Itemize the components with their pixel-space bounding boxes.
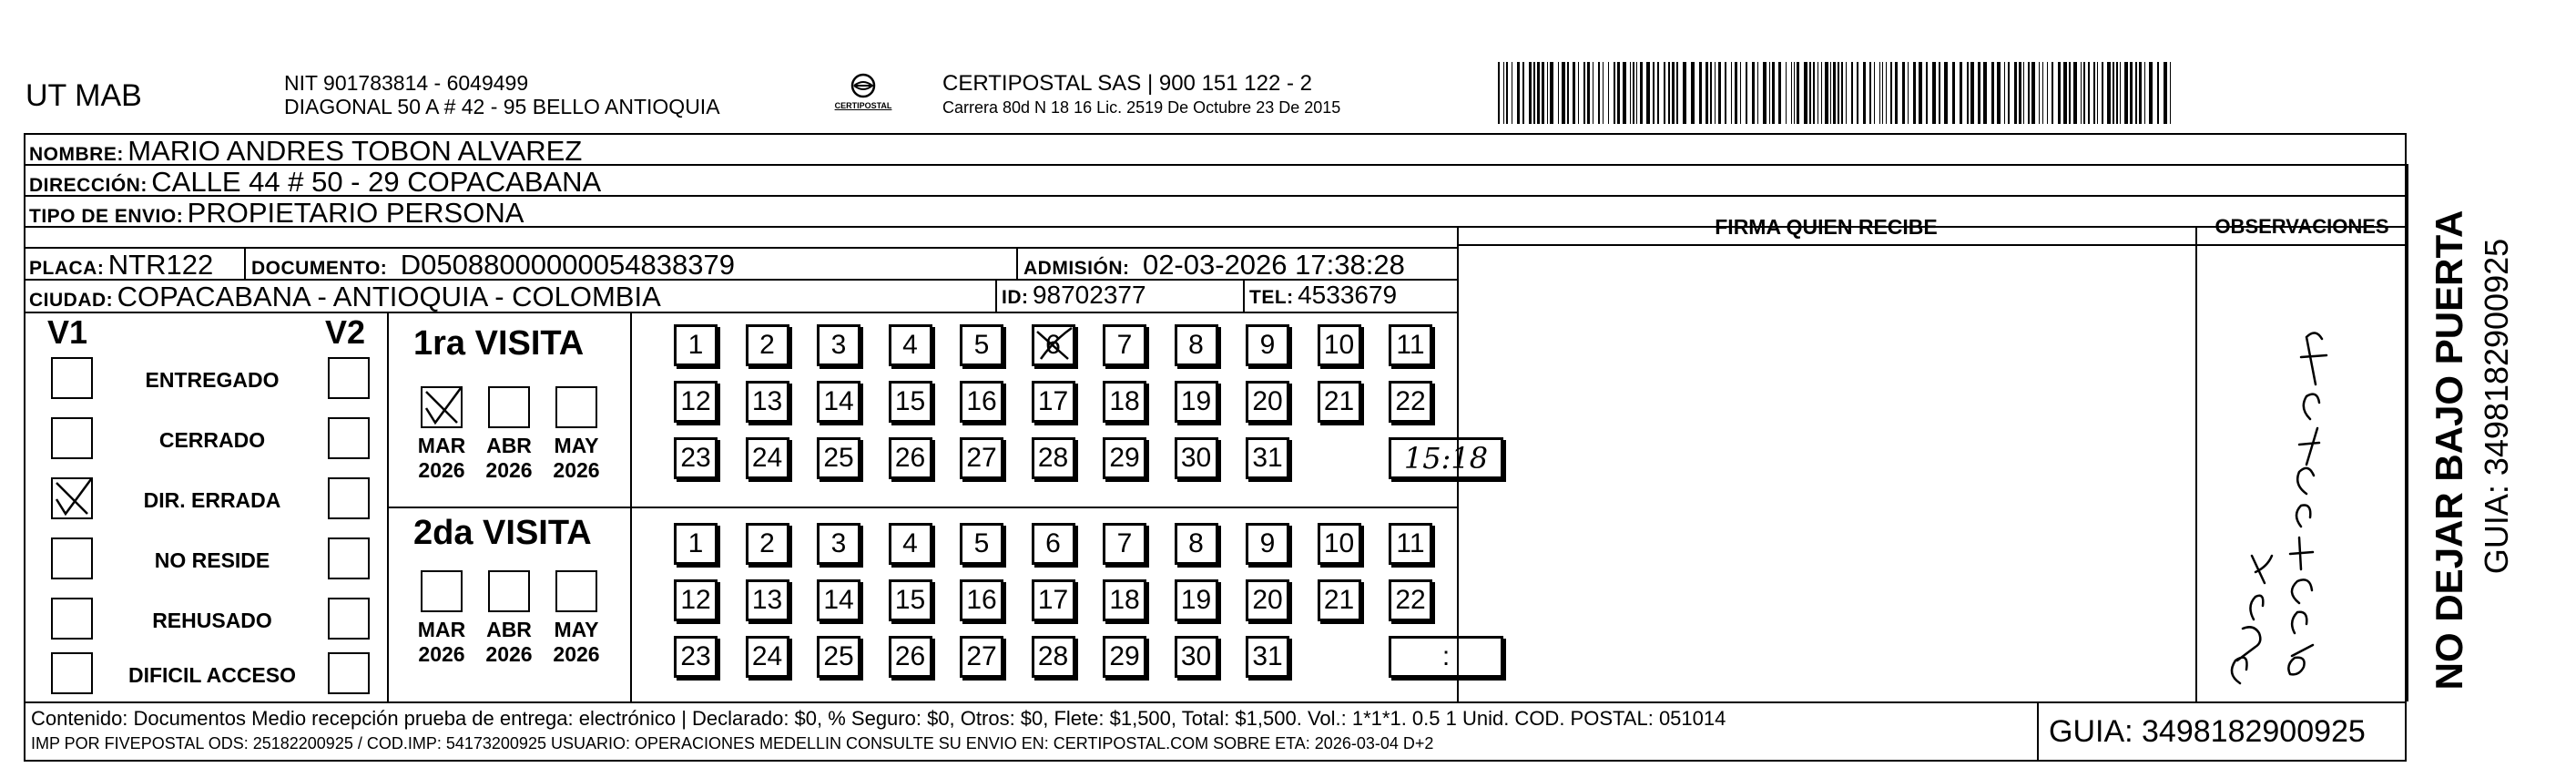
- day-box[interactable]: 14: [817, 579, 860, 621]
- day-box[interactable]: 21: [1318, 381, 1361, 423]
- placa-value: NTR122: [107, 249, 214, 281]
- month-checkbox[interactable]: [488, 386, 530, 428]
- day-box[interactable]: 12: [674, 381, 718, 423]
- admision-value: 02-03-2026 17:38:28: [1142, 249, 1405, 281]
- admision-label: ADMISIÓN:: [1023, 258, 1130, 279]
- footer-line1: Contenido: Documentos Medio recepción prueba de entrega: electrónico | Declarado: $0, % Seguro: $0, Otros: $0, Flete: $1,500, Total: $1,500. Vol.: 1*1*1. 0.5 1 Unid. COD. POSTAL: 051014: [31, 707, 1726, 730]
- day-box[interactable]: 4: [889, 523, 932, 565]
- tipo-envio-label: TIPO DE ENVIO:: [29, 206, 184, 227]
- day-box[interactable]: 2: [746, 324, 789, 366]
- day-box[interactable]: 3: [817, 523, 860, 565]
- day-box[interactable]: 13: [746, 381, 789, 423]
- day-box[interactable]: 26: [889, 636, 932, 678]
- day-box[interactable]: 10: [1318, 324, 1361, 366]
- day-box[interactable]: 11: [1389, 324, 1432, 366]
- logo-text: CERTIPOSTAL: [834, 101, 892, 110]
- month-name: MAY: [554, 618, 599, 641]
- day-box[interactable]: 27: [960, 437, 1003, 479]
- month-label: [545, 434, 608, 483]
- status-reason-label: DIR. ERRADA: [143, 488, 281, 512]
- ciudad-label: CIUDAD:: [29, 290, 114, 311]
- month-name: ABR: [486, 618, 532, 641]
- day-box[interactable]: 4: [889, 324, 932, 366]
- id-label: ID:: [1002, 287, 1029, 308]
- month-checkbox[interactable]: [555, 386, 597, 428]
- observacion-handwritten: [2199, 282, 2405, 697]
- month-year: 2026: [418, 458, 465, 482]
- day-box[interactable]: 16: [960, 579, 1003, 621]
- v1-checkbox[interactable]: [51, 652, 93, 694]
- day-box[interactable]: 6: [1032, 523, 1075, 565]
- time-box[interactable]: 15:18: [1389, 437, 1503, 479]
- day-box[interactable]: 7: [1103, 523, 1146, 565]
- month-checkbox[interactable]: [421, 386, 463, 428]
- v1-checkbox[interactable]: [51, 417, 93, 459]
- day-box[interactable]: 24: [746, 437, 789, 479]
- certipostal-logo: [827, 71, 900, 117]
- day-box[interactable]: 18: [1103, 381, 1146, 423]
- day-box[interactable]: 30: [1175, 636, 1218, 678]
- day-box[interactable]: 22: [1389, 381, 1432, 423]
- day-box[interactable]: 14: [817, 381, 860, 423]
- day-box[interactable]: 17: [1032, 579, 1075, 621]
- nombre-value: MARIO ANDRES TOBON ALVAREZ: [127, 135, 583, 167]
- v2-checkbox[interactable]: [328, 417, 370, 459]
- visit1-title: 1ra VISITA: [413, 324, 585, 363]
- firma-header: FIRMA QUIEN RECIBE: [1715, 215, 1938, 239]
- v1-label: V1: [47, 313, 88, 351]
- month-checkbox[interactable]: [488, 570, 530, 612]
- month-label: [545, 618, 608, 667]
- month-checkbox[interactable]: [555, 570, 597, 612]
- v2-checkbox[interactable]: [328, 598, 370, 640]
- day-box[interactable]: 16: [960, 381, 1003, 423]
- status-reason-label: REHUSADO: [152, 609, 272, 632]
- barcode: [1498, 62, 2176, 124]
- v1-checkbox[interactable]: [51, 537, 93, 579]
- month-year: 2026: [418, 642, 465, 666]
- month-name: MAR: [417, 618, 466, 641]
- month-year: 2026: [553, 642, 600, 666]
- v1-checkbox[interactable]: [51, 357, 93, 399]
- day-box[interactable]: 5: [960, 324, 1003, 366]
- visit2-title: 2da VISITA: [413, 514, 592, 552]
- placa-label: PLACA:: [29, 258, 105, 279]
- v2-checkbox[interactable]: [328, 357, 370, 399]
- day-box[interactable]: 23: [674, 437, 718, 479]
- month-label: [410, 434, 473, 483]
- day-box[interactable]: 22: [1389, 579, 1432, 621]
- v2-label: V2: [325, 313, 366, 351]
- month-name: MAR: [417, 434, 466, 457]
- company-nit: NIT 901783814 - 6049499: [284, 71, 529, 95]
- time-box[interactable]: :: [1389, 636, 1503, 678]
- ciudad-value: COPACABANA - ANTIOQUIA - COLOMBIA: [117, 281, 661, 312]
- month-label: [477, 618, 541, 667]
- direccion-value: CALLE 44 # 50 - 29 COPACABANA: [151, 166, 602, 198]
- status-reason-label: DIFICIL ACCESO: [127, 663, 296, 687]
- company-name: UT MAB: [25, 78, 142, 113]
- id-value: 98702377: [1032, 281, 1146, 309]
- day-box[interactable]: 25: [817, 437, 860, 479]
- day-box[interactable]: 31: [1246, 437, 1289, 479]
- day-box[interactable]: 29: [1103, 636, 1146, 678]
- v1-checkbox[interactable]: [51, 477, 93, 519]
- month-name: MAY: [554, 434, 599, 457]
- day-box[interactable]: 7: [1103, 324, 1146, 366]
- day-box[interactable]: 1: [674, 324, 718, 366]
- day-box[interactable]: 28: [1032, 636, 1075, 678]
- day-box[interactable]: 3: [817, 324, 860, 366]
- day-box[interactable]: 18: [1103, 579, 1146, 621]
- month-label: [410, 618, 473, 667]
- day-box[interactable]: 25: [817, 636, 860, 678]
- day-box[interactable]: 30: [1175, 437, 1218, 479]
- status-reason-label: CERRADO: [158, 428, 266, 452]
- day-box[interactable]: 19: [1175, 381, 1218, 423]
- month-year: 2026: [485, 458, 533, 482]
- day-box[interactable]: 9: [1246, 523, 1289, 565]
- day-box[interactable]: 26: [889, 437, 932, 479]
- day-box[interactable]: 27: [960, 636, 1003, 678]
- day-box[interactable]: 10: [1318, 523, 1361, 565]
- footer-line2: IMP POR FIVEPOSTAL ODS: 25182200925 / COD.IMP: 54173200925 USUARIO: OPERACIONES MEDELLIN CONSULTE SU ENVIO EN: CERTIPOSTAL.COM SOBRE ETA: 2026-03-04 D+2: [31, 734, 1434, 752]
- day-box[interactable]: 8: [1175, 324, 1218, 366]
- day-box[interactable]: 20: [1246, 381, 1289, 423]
- status-reason-label: NO RESIDE: [154, 548, 270, 572]
- company-address: DIAGONAL 50 A # 42 - 95 BELLO ANTIOQUIA: [284, 95, 720, 118]
- v2-checkbox[interactable]: [328, 477, 370, 519]
- direccion-label: DIRECCIÓN:: [29, 175, 148, 196]
- day-box[interactable]: 21: [1318, 579, 1361, 621]
- day-box[interactable]: 12: [674, 579, 718, 621]
- nombre-label: NOMBRE:: [29, 144, 124, 165]
- footer-guia: GUIA: 3498182900925: [2049, 714, 2366, 749]
- day-box[interactable]: 28: [1032, 437, 1075, 479]
- documento-value: D05088000000054838379: [400, 249, 735, 281]
- v2-checkbox[interactable]: [328, 652, 370, 694]
- day-box[interactable]: 1: [674, 523, 718, 565]
- side-warning: NO DEJAR BAJO PUERTA: [2428, 210, 2470, 691]
- day-box[interactable]: 20: [1246, 579, 1289, 621]
- month-name: ABR: [486, 434, 532, 457]
- carrier-name: CERTIPOSTAL SAS | 900 151 122 - 2: [942, 71, 1312, 96]
- day-box[interactable]: 23: [674, 636, 718, 678]
- day-box[interactable]: 9: [1246, 324, 1289, 366]
- v1-checkbox[interactable]: [51, 598, 93, 640]
- documento-label: DOCUMENTO:: [251, 258, 388, 279]
- month-year: 2026: [485, 642, 533, 666]
- day-box[interactable]: 13: [746, 579, 789, 621]
- tel-value: 4533679: [1298, 281, 1398, 309]
- tipo-envio-value: PROPIETARIO PERSONA: [187, 197, 524, 229]
- day-box[interactable]: 11: [1389, 523, 1432, 565]
- month-year: 2026: [553, 458, 600, 482]
- month-checkbox[interactable]: [421, 570, 463, 612]
- status-reason-label: ENTREGADO: [145, 368, 280, 392]
- tel-label: TEL:: [1249, 287, 1294, 308]
- day-box[interactable]: 17: [1032, 381, 1075, 423]
- day-box[interactable]: 8: [1175, 523, 1218, 565]
- day-number: 6: [1045, 330, 1061, 360]
- day-box[interactable]: 15: [889, 381, 932, 423]
- carrier-license: Carrera 80d N 18 16 Lic. 2519 De Octubre 23 De 2015: [942, 98, 1341, 117]
- observaciones-header: OBSERVACIONES: [2215, 215, 2389, 238]
- day-box[interactable]: 24: [746, 636, 789, 678]
- day-box[interactable]: 2: [746, 523, 789, 565]
- month-label: [477, 434, 541, 483]
- day-box[interactable]: 29: [1103, 437, 1146, 479]
- day-box[interactable]: 15: [889, 579, 932, 621]
- day-box[interactable]: 5: [960, 523, 1003, 565]
- day-box[interactable]: 31: [1246, 636, 1289, 678]
- day-box[interactable]: [1032, 324, 1075, 366]
- side-guia: GUIA: 3498182900925: [2478, 238, 2515, 575]
- day-box[interactable]: 19: [1175, 579, 1218, 621]
- v2-checkbox[interactable]: [328, 537, 370, 579]
